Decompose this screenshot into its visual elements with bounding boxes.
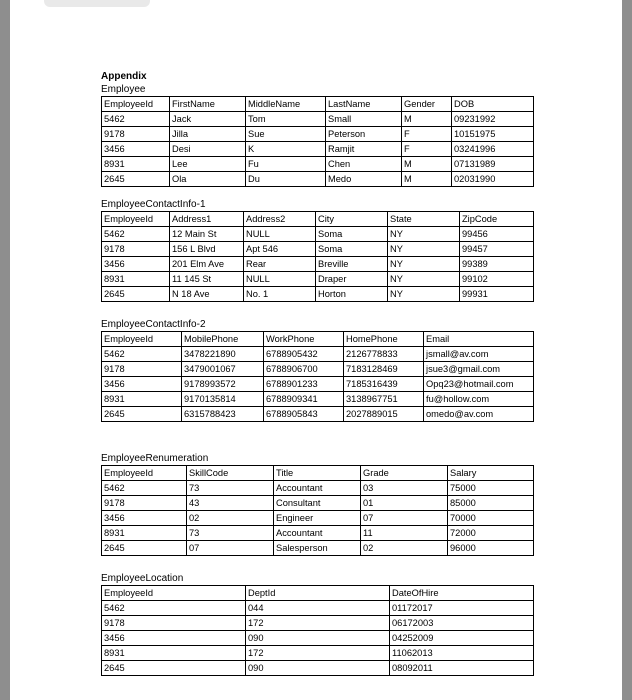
table-cell: 090	[246, 661, 390, 676]
column-header: MiddleName	[246, 97, 326, 112]
table-cell: Opq23@hotmail.com	[424, 377, 534, 392]
table-header-row	[102, 212, 534, 227]
table-row	[102, 616, 534, 631]
table-cell: N 18 Ave	[170, 287, 244, 302]
column-header: Salary	[448, 466, 534, 481]
table-cell: Soma	[316, 227, 388, 242]
table-cell: 9178	[102, 242, 170, 257]
table-cell: 9170135814	[182, 392, 264, 407]
column-header: LastName	[326, 97, 402, 112]
table-row	[102, 526, 534, 541]
table-row	[102, 287, 534, 302]
table-cell: M	[402, 112, 452, 127]
column-header: State	[388, 212, 460, 227]
table-cell: Consultant	[274, 496, 361, 511]
table-cell: Medo	[326, 172, 402, 187]
table-cell: NULL	[244, 227, 316, 242]
table-cell: F	[402, 142, 452, 157]
table-row	[102, 407, 534, 422]
table-cell: 85000	[448, 496, 534, 511]
column-header: EmployeeId	[102, 466, 187, 481]
table-cell: Salesperson	[274, 541, 361, 556]
table-cell: 12 Main St	[170, 227, 244, 242]
column-header: Email	[424, 332, 534, 347]
table-cell: Small	[326, 112, 402, 127]
table-cell: Chen	[326, 157, 402, 172]
table-cell: 6315788423	[182, 407, 264, 422]
table-cell: 6788906700	[264, 362, 344, 377]
table-cell: 07	[187, 541, 274, 556]
table-cell: 99457	[460, 242, 534, 257]
table-cell: 6788909341	[264, 392, 344, 407]
table-cell: 99456	[460, 227, 534, 242]
table-cell: Jack	[170, 112, 246, 127]
column-header: WorkPhone	[264, 332, 344, 347]
table-cell: 8931	[102, 392, 182, 407]
column-header: HomePhone	[344, 332, 424, 347]
table-cell: 2645	[102, 407, 182, 422]
table-cell: 5462	[102, 481, 187, 496]
table-cell: 8931	[102, 272, 170, 287]
table-cell: NULL	[244, 272, 316, 287]
table-cell: Peterson	[326, 127, 402, 142]
table-cell: 201 Elm Ave	[170, 257, 244, 272]
table-cell: 9178	[102, 362, 182, 377]
table-row	[102, 172, 534, 187]
table-cell: jsue3@gmail.com	[424, 362, 534, 377]
column-header: SkillCode	[187, 466, 274, 481]
table-cell: Ola	[170, 172, 246, 187]
table-cell: 3456	[102, 511, 187, 526]
table-cell: 96000	[448, 541, 534, 556]
table-cell: 99931	[460, 287, 534, 302]
table-cell: 11062013	[390, 646, 534, 661]
table-cell: NY	[388, 227, 460, 242]
table-cell: Rear	[244, 257, 316, 272]
table-cell: 06172003	[390, 616, 534, 631]
table-cell: 07131989	[452, 157, 534, 172]
table-cell: 5462	[102, 347, 182, 362]
contact-info-2-table	[101, 331, 534, 422]
table-cell: Lee	[170, 157, 246, 172]
table-cell: 70000	[448, 511, 534, 526]
table-cell: 172	[246, 616, 390, 631]
table-cell: 73	[187, 526, 274, 541]
column-header: EmployeeId	[102, 586, 246, 601]
table-cell: Jilla	[170, 127, 246, 142]
table-cell: 99389	[460, 257, 534, 272]
location-table	[101, 585, 534, 676]
table-cell: 01172017	[390, 601, 534, 616]
table-cell: Accountant	[274, 526, 361, 541]
location-table-caption: EmployeeLocation	[101, 573, 184, 584]
table-header-row	[102, 332, 534, 347]
table-cell: 090	[246, 631, 390, 646]
table-cell: 3138967751	[344, 392, 424, 407]
table-cell: Sue	[246, 127, 326, 142]
table-cell: 5462	[102, 112, 170, 127]
table-cell: 172	[246, 646, 390, 661]
employee-table	[101, 96, 534, 187]
table-cell: Soma	[316, 242, 388, 257]
table-cell: 73	[187, 481, 274, 496]
table-cell: Horton	[316, 287, 388, 302]
table-cell: 7183128469	[344, 362, 424, 377]
table-row	[102, 242, 534, 257]
employee-table-caption: Employee	[101, 84, 146, 95]
document-page	[10, 0, 622, 700]
table-cell: 2027889015	[344, 407, 424, 422]
table-cell: No. 1	[244, 287, 316, 302]
column-header: Address2	[244, 212, 316, 227]
column-header: Title	[274, 466, 361, 481]
table-cell: 9178	[102, 496, 187, 511]
table-cell: Tom	[246, 112, 326, 127]
table-cell: 11	[361, 526, 448, 541]
column-header: DeptId	[246, 586, 390, 601]
table-cell: 8931	[102, 157, 170, 172]
table-row	[102, 377, 534, 392]
column-header: Gender	[402, 97, 452, 112]
table-cell: 8931	[102, 646, 246, 661]
table-cell: 8931	[102, 526, 187, 541]
table-cell: 5462	[102, 227, 170, 242]
table-cell: 9178	[102, 616, 246, 631]
table-cell: 3478221890	[182, 347, 264, 362]
table-row	[102, 272, 534, 287]
table-cell: 156 L Blvd	[170, 242, 244, 257]
table-row	[102, 127, 534, 142]
table-cell: Du	[246, 172, 326, 187]
table-cell: 7185316439	[344, 377, 424, 392]
table-row	[102, 661, 534, 676]
appendix-content	[101, 70, 541, 676]
table-cell: 6788905432	[264, 347, 344, 362]
table-cell: 07	[361, 511, 448, 526]
renumeration-table	[101, 465, 534, 556]
table-row	[102, 481, 534, 496]
contact-info-1-table-caption: EmployeeContactInfo-1	[101, 199, 206, 210]
table-row	[102, 601, 534, 616]
column-header: MobilePhone	[182, 332, 264, 347]
column-header: Address1	[170, 212, 244, 227]
table-cell: 75000	[448, 481, 534, 496]
table-cell: 08092011	[390, 661, 534, 676]
column-header: City	[316, 212, 388, 227]
table-cell: M	[402, 157, 452, 172]
table-cell: 2645	[102, 541, 187, 556]
table-cell: K	[246, 142, 326, 157]
column-header: ZipCode	[460, 212, 534, 227]
table-cell: NY	[388, 257, 460, 272]
table-cell: NY	[388, 272, 460, 287]
column-header: FirstName	[170, 97, 246, 112]
table-cell: Fu	[246, 157, 326, 172]
table-header-row	[102, 97, 534, 112]
table-cell: 10151975	[452, 127, 534, 142]
table-cell: 044	[246, 601, 390, 616]
table-cell: 03	[361, 481, 448, 496]
document-tab	[44, 0, 150, 7]
table-cell: 2645	[102, 172, 170, 187]
table-cell: Engineer	[274, 511, 361, 526]
table-cell: 02031990	[452, 172, 534, 187]
table-row	[102, 157, 534, 172]
table-cell: 2645	[102, 287, 170, 302]
table-cell: Desi	[170, 142, 246, 157]
table-cell: 3479001067	[182, 362, 264, 377]
column-header: Grade	[361, 466, 448, 481]
table-header-row	[102, 466, 534, 481]
table-cell: 01	[361, 496, 448, 511]
appendix-title: Appendix	[101, 71, 147, 82]
table-row	[102, 511, 534, 526]
table-cell: 09231992	[452, 112, 534, 127]
column-header: EmployeeId	[102, 97, 170, 112]
table-cell: Breville	[316, 257, 388, 272]
table-cell: 3456	[102, 377, 182, 392]
table-cell: NY	[388, 242, 460, 257]
table-cell: 43	[187, 496, 274, 511]
table-row	[102, 257, 534, 272]
table-cell: jsmall@av.com	[424, 347, 534, 362]
table-row	[102, 347, 534, 362]
contact-info-1-table	[101, 211, 534, 302]
table-cell: 72000	[448, 526, 534, 541]
table-cell: 3456	[102, 142, 170, 157]
table-cell: fu@hollow.com	[424, 392, 534, 407]
table-row	[102, 112, 534, 127]
table-row	[102, 362, 534, 377]
table-cell: 04252009	[390, 631, 534, 646]
table-row	[102, 496, 534, 511]
table-row	[102, 541, 534, 556]
table-cell: omedo@av.com	[424, 407, 534, 422]
table-cell: 99102	[460, 272, 534, 287]
table-row	[102, 142, 534, 157]
table-cell: Draper	[316, 272, 388, 287]
contact-info-2-table-caption: EmployeeContactInfo-2	[101, 319, 206, 330]
table-cell: 9178993572	[182, 377, 264, 392]
column-header: DOB	[452, 97, 534, 112]
table-cell: 03241996	[452, 142, 534, 157]
table-cell: 3456	[102, 257, 170, 272]
table-cell: M	[402, 172, 452, 187]
table-header-row	[102, 586, 534, 601]
table-cell: 02	[187, 511, 274, 526]
table-row	[102, 392, 534, 407]
table-cell: 6788905843	[264, 407, 344, 422]
table-cell: 11 145 St	[170, 272, 244, 287]
table-cell: 02	[361, 541, 448, 556]
column-header: EmployeeId	[102, 332, 182, 347]
table-cell: 2126778833	[344, 347, 424, 362]
table-row	[102, 631, 534, 646]
table-cell: NY	[388, 287, 460, 302]
table-row	[102, 646, 534, 661]
table-cell: 6788901233	[264, 377, 344, 392]
table-cell: 2645	[102, 661, 246, 676]
column-header: EmployeeId	[102, 212, 170, 227]
table-cell: 9178	[102, 127, 170, 142]
table-cell: Accountant	[274, 481, 361, 496]
table-cell: F	[402, 127, 452, 142]
table-cell: Apt 546	[244, 242, 316, 257]
renumeration-table-caption: EmployeeRenumeration	[101, 453, 209, 464]
table-row	[102, 227, 534, 242]
table-cell: 5462	[102, 601, 246, 616]
table-cell: Ramjit	[326, 142, 402, 157]
table-cell: 3456	[102, 631, 246, 646]
column-header: DateOfHire	[390, 586, 534, 601]
